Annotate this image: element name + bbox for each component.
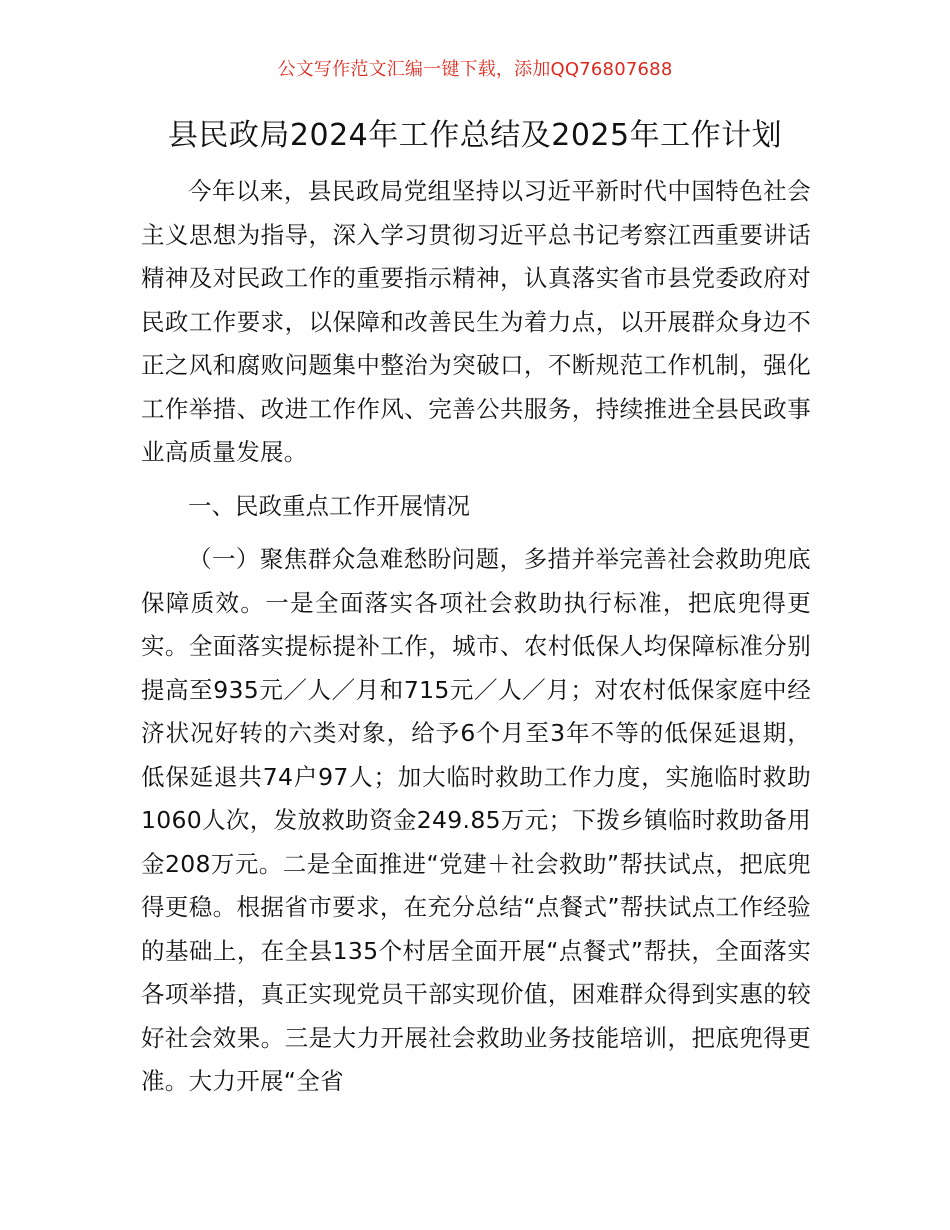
paragraph-gap bbox=[141, 528, 811, 538]
watermark-banner: 公文写作范文汇编一键下载，添加QQ76807688 bbox=[277, 59, 673, 80]
document-body bbox=[141, 170, 811, 1104]
section-heading: 一、民政重点工作开展情况 bbox=[188, 491, 470, 520]
section-body-paragraph: （一）聚焦群众急难愁盼问题，多措并举完善社会救助兜底保障质效。一是全面落实各项社会救助执行标准，把底兜得更实。全面落实提标提补工作，城市、农村低保人均保障标准分别提高至935元／人／月和715元／人／月；对农村低保家庭中经济状况好转的六类对象，给予6个月至3年不等的低保延退期，低保延退共74户97人；加大临时救助工作力度，实施临时救助1060人次，发放救助资金249.85万元；下拨乡镇临时救助备用金208万元。二是全面推进“党建＋社会救助”帮扶试点，把底兜得更稳。根据省市要求，在充分总结“点餐式”帮扶试点工作经验的基础上，在全县135个村居全面开展“点餐式”帮扶，全面落实各项举措，真正实现党员干部实现价值，困难群众得到实惠的较好社会效果。三是大力开展社会救助业务技能培训，把底兜得更准。大力开展“全省 bbox=[141, 545, 811, 1095]
intro-paragraph: 今年以来，县民政局党组坚持以习近平新时代中国特色社会主义思想为指导，深入学习贯彻习近平总书记考察江西重要讲话精神及对民政工作的重要指示精神，认真落实省市县党委政府对民政工作要求，以保障和改善民生为着力点，以开展群众身边不正之风和腐败问题集中整治为突破口，不断规范工作机制，强化工作举措、改进工作作风、完善公共服务，持续推进全县民政事业高质量发展。 bbox=[141, 177, 811, 466]
paragraph-gap bbox=[141, 475, 811, 485]
document-title: 县民政局2024年工作总结及2025年工作计划 bbox=[167, 118, 783, 153]
